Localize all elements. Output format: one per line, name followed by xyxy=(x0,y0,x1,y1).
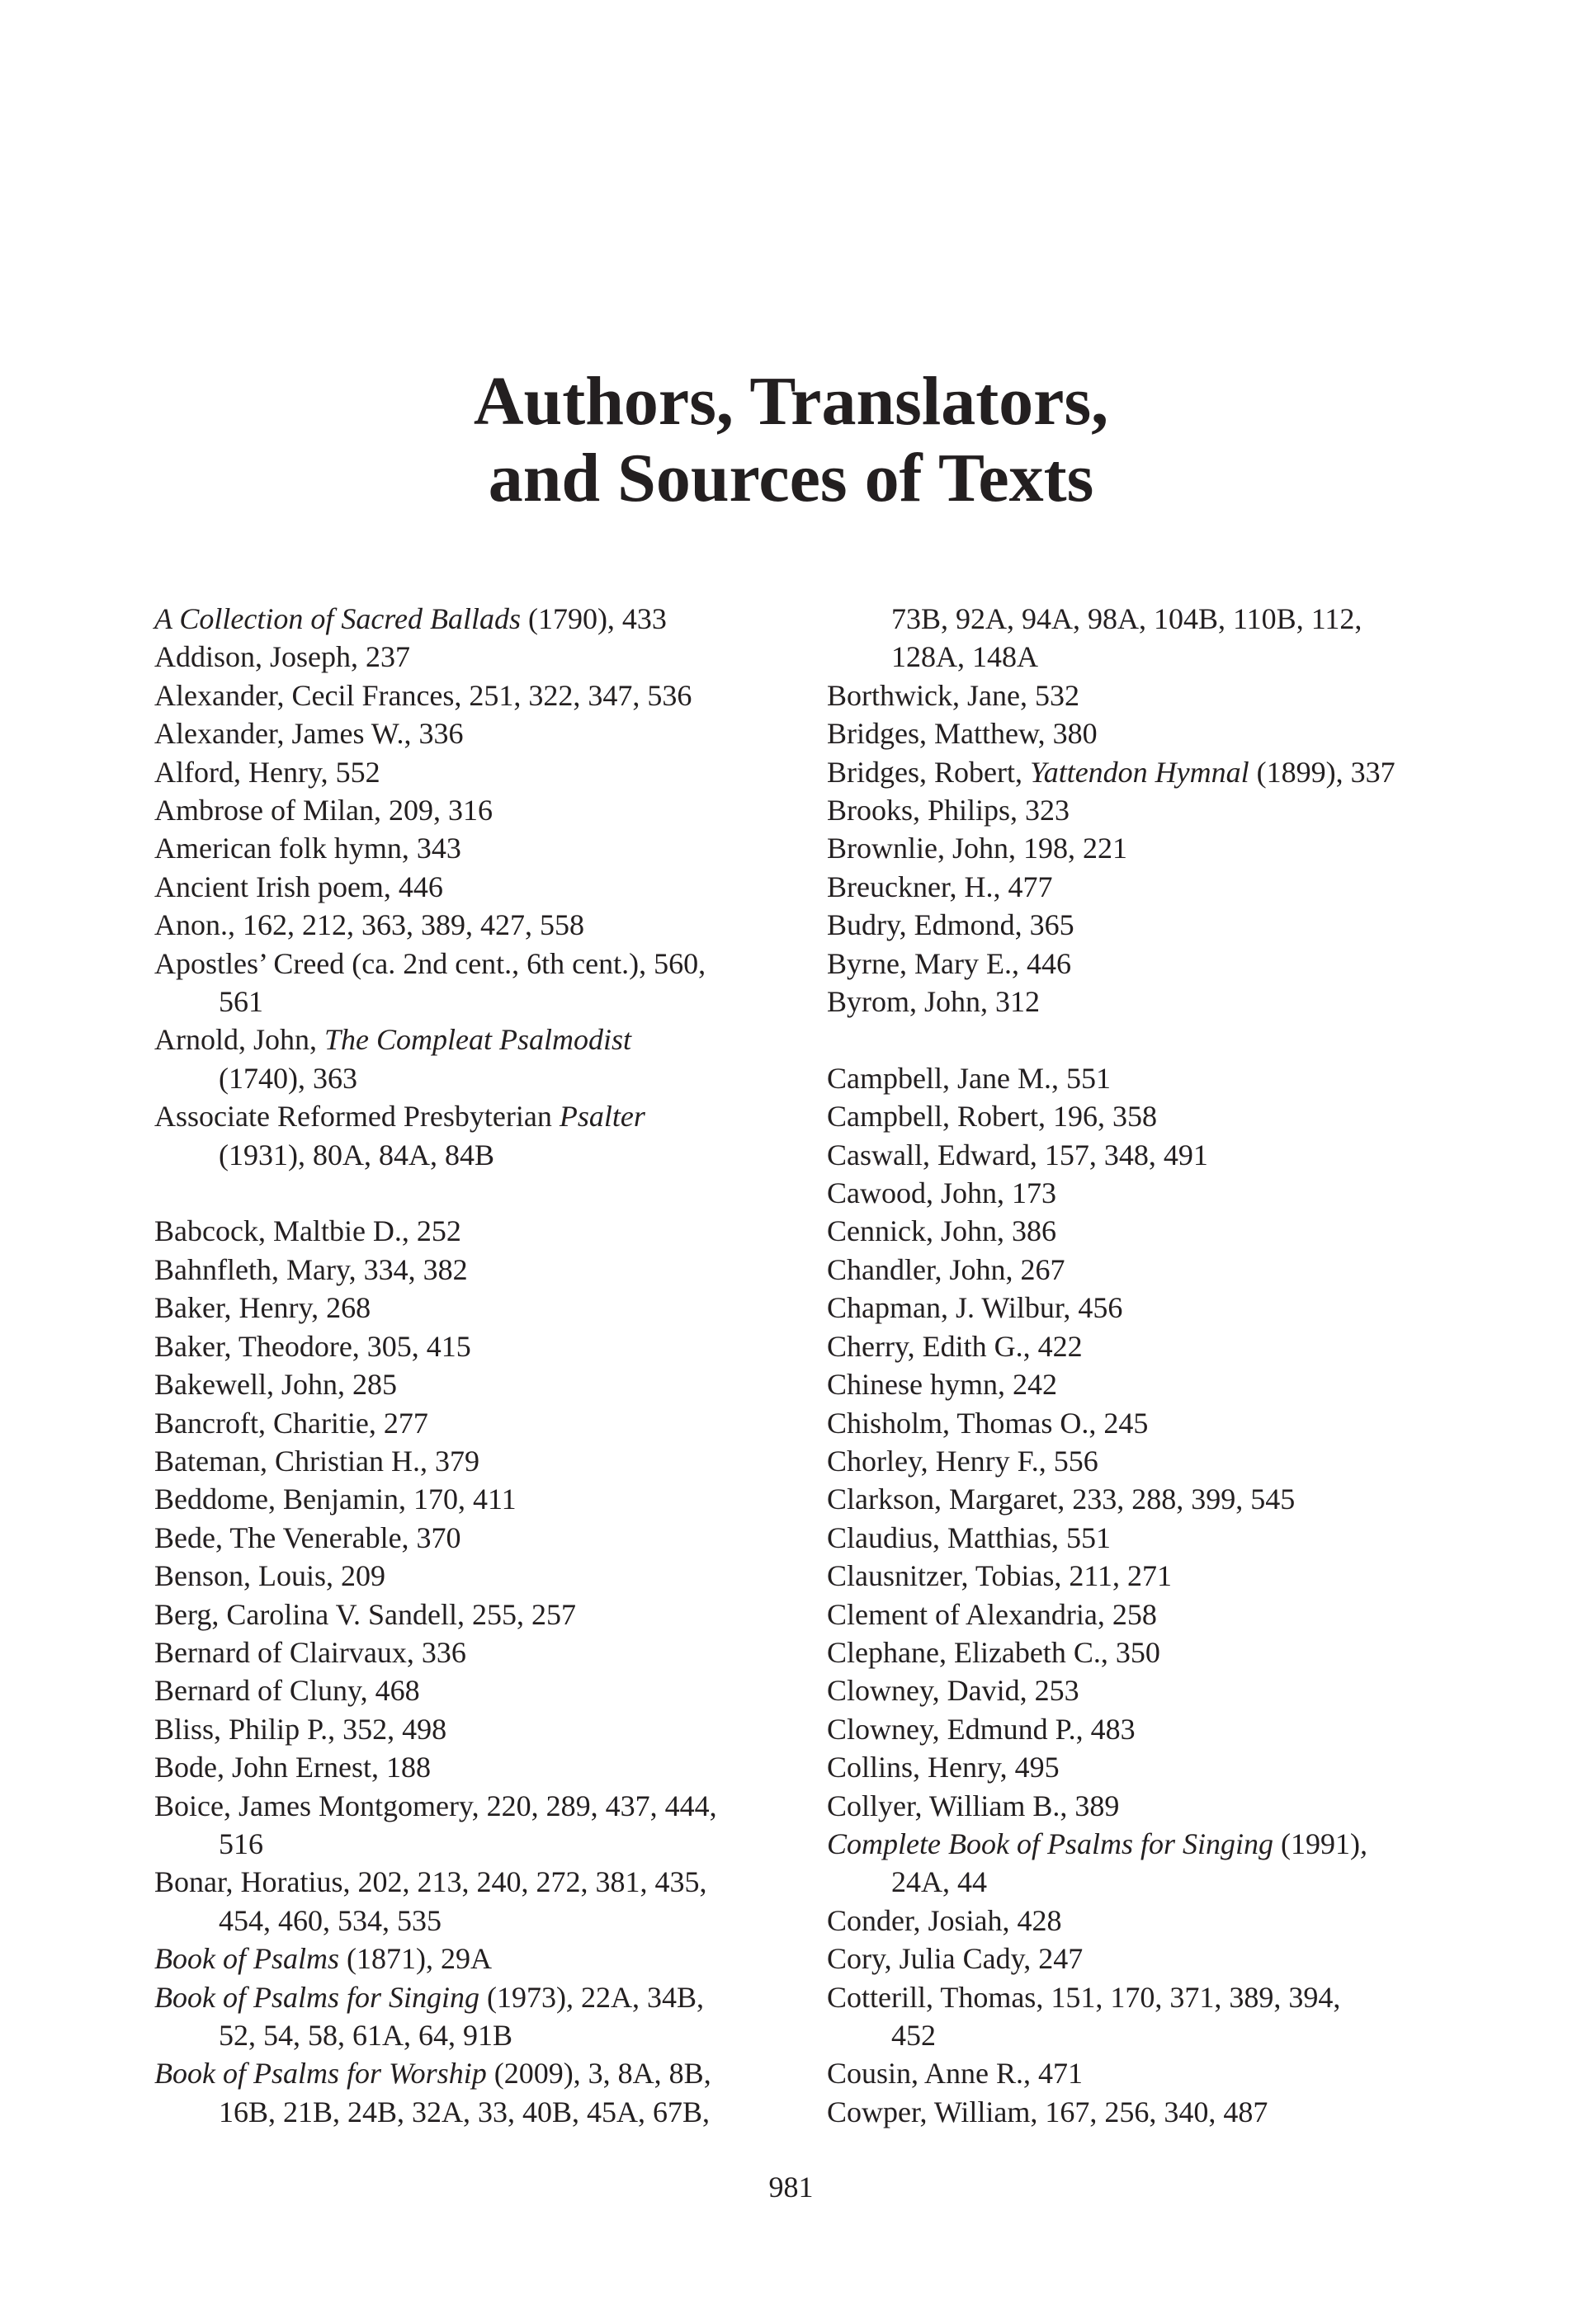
index-entry xyxy=(827,868,1454,906)
entry-text: (1991) xyxy=(1273,1827,1360,1860)
entry-text: Cennick, John, 386 xyxy=(827,1214,1056,1248)
entry-text: Cousin, Anne R., 471 xyxy=(827,2057,1084,2091)
entry-text: (1740), 363 xyxy=(219,1061,357,1095)
index-entry-continuation xyxy=(154,983,782,1021)
index-entry-continuation xyxy=(154,1902,782,1940)
index-entry-continuation xyxy=(827,2016,1454,2054)
entry-text: (1931), 80A, 84A, 84B xyxy=(219,1138,494,1171)
index-entry xyxy=(827,1978,1454,2016)
entry-text: Addison, Joseph, 237 xyxy=(154,640,411,674)
index-entry-continuation xyxy=(154,1136,782,1174)
index-entry xyxy=(154,1863,782,1901)
entry-text: (1973) xyxy=(479,1980,566,2014)
index-entry xyxy=(154,1097,782,1135)
index-entry-continuation xyxy=(154,1059,782,1097)
entry-text: Alexander, James W., 336 xyxy=(154,717,464,751)
index-entry xyxy=(827,1174,1454,1212)
index-entry xyxy=(154,1212,782,1250)
entry-text: Brooks, Philips, 323 xyxy=(827,794,1070,827)
index-entry xyxy=(827,676,1454,714)
entry-text: 454, 460, 534, 535 xyxy=(219,1903,442,1937)
index-entry xyxy=(827,906,1454,944)
entry-text: 73B, 92A, 94A, 98A, 104B, 110B, 112, xyxy=(891,602,1362,635)
entry-title-text: Book of Psalms for Singing xyxy=(154,1980,479,2014)
index-entry xyxy=(827,1825,1454,1863)
entry-text: Cory, Julia Cady, 247 xyxy=(827,1942,1084,1976)
index-entry xyxy=(154,1442,782,1480)
entry-text: Breuckner, H., 477 xyxy=(827,870,1053,903)
index-entry xyxy=(827,1940,1454,1978)
entry-text: American folk hymn, 343 xyxy=(154,832,461,865)
index-entry xyxy=(154,600,782,638)
entry-text: Bonar, Horatius, 202, 213, 240, 272, 381, 435, xyxy=(154,1865,707,1899)
index-entry xyxy=(154,945,782,983)
entry-text: Bernard of Clairvaux, 336 xyxy=(154,1635,466,1669)
entry-title-text: Book of Psalms for Worship xyxy=(154,2057,487,2091)
index-entry-continuation xyxy=(154,2016,782,2054)
index-entry xyxy=(154,1671,782,1709)
index-entry xyxy=(827,1748,1454,1786)
index-entry xyxy=(827,1289,1454,1327)
index-entry xyxy=(154,1021,782,1058)
entry-text: Conder, Josiah, 428 xyxy=(827,1903,1062,1937)
index-entry xyxy=(154,1557,782,1595)
entry-text: Campbell, Jane M., 551 xyxy=(827,1061,1111,1095)
index-entry-continuation xyxy=(154,1825,782,1863)
entry-text: Bede, The Venerable, 370 xyxy=(154,1520,461,1554)
entry-text: Cawood, John, 173 xyxy=(827,1176,1056,1210)
index-entry xyxy=(154,1327,782,1365)
index-entry xyxy=(154,906,782,944)
entry-text: Arnold, John, xyxy=(154,1023,324,1057)
index-entry xyxy=(827,1671,1454,1709)
entry-text: Campbell, Robert, 196, 358 xyxy=(827,1100,1157,1134)
entry-text: Cotterill, Thomas, 151, 170, 371, 389, 394, xyxy=(827,1980,1341,2014)
entry-text: Alexander, Cecil Frances, 251, 322, 347, 536 xyxy=(154,678,692,712)
index-entry xyxy=(827,829,1454,867)
entry-text: (1899), 337 xyxy=(1249,755,1395,789)
entry-text: 561 xyxy=(219,985,263,1019)
entry-text: Babcock, Maltbie D., 252 xyxy=(154,1214,461,1248)
entry-title-text: Complete Book of Psalms for Singing xyxy=(827,1827,1273,1860)
index-entry xyxy=(154,1710,782,1748)
entry-text: Cowper, William, 167, 256, 340, 487 xyxy=(827,2095,1268,2128)
index-entry xyxy=(827,2054,1454,2092)
index-entry xyxy=(827,1404,1454,1442)
index-entry xyxy=(154,1748,782,1786)
entry-text: Bode, John Ernest, 188 xyxy=(154,1751,431,1784)
entry-title-text: Psalter xyxy=(559,1100,645,1134)
entry-text: 24A, 44 xyxy=(891,1865,987,1899)
entry-text: Cherry, Edith G., 422 xyxy=(827,1329,1083,1363)
entry-title-text: The Compleat Psalmodist xyxy=(324,1023,632,1057)
entry-text: Bliss, Philip P., 352, 498 xyxy=(154,1712,447,1746)
index-entry xyxy=(154,1480,782,1518)
entry-text: Bateman, Christian H., 379 xyxy=(154,1444,479,1478)
index-entry xyxy=(154,1519,782,1557)
index-entry xyxy=(154,791,782,829)
entry-text: Benson, Louis, 209 xyxy=(154,1559,386,1593)
index-column-right xyxy=(827,600,1454,2131)
entry-text: Bancroft, Charitie, 277 xyxy=(154,1406,428,1440)
entry-text: Byrom, John, 312 xyxy=(827,985,1041,1019)
index-entry xyxy=(827,1212,1454,1250)
index-entry xyxy=(827,1327,1454,1365)
entry-text: Byrne, Mary E., 446 xyxy=(827,946,1071,980)
entry-text: 128A, 148A xyxy=(891,640,1038,674)
index-entry-continuation xyxy=(827,638,1454,676)
index-entry xyxy=(154,1633,782,1671)
entry-text: Bridges, Robert, xyxy=(827,755,1030,789)
index-entry xyxy=(154,714,782,752)
index-entry xyxy=(827,1480,1454,1518)
entry-text: 452 xyxy=(891,2019,936,2053)
entry-text: Bakewell, John, 285 xyxy=(154,1368,397,1402)
entry-text: Berg, Carolina V. Sandell, 255, 257 xyxy=(154,1597,576,1631)
entry-text: Clowney, David, 253 xyxy=(827,1674,1079,1708)
index-entry xyxy=(154,676,782,714)
index-entry xyxy=(827,1059,1454,1097)
index-entry xyxy=(827,1633,1454,1671)
index-entry xyxy=(827,1787,1454,1825)
entry-text: Brownlie, John, 198, 221 xyxy=(827,832,1127,865)
entry-title-text: , xyxy=(1359,1827,1367,1860)
entry-text: Clement of Alexandria, 258 xyxy=(827,1597,1157,1631)
index-entry xyxy=(154,753,782,791)
entry-text: Bahnfleth, Mary, 334, 382 xyxy=(154,1252,468,1286)
entry-text: 22A, 34B, xyxy=(573,1980,704,2014)
title-line-2: and Sources of Texts xyxy=(488,440,1094,516)
index-entry xyxy=(154,1940,782,1978)
index-entry xyxy=(827,1442,1454,1480)
index-entry xyxy=(827,1136,1454,1174)
index-entry xyxy=(827,1097,1454,1135)
entry-text: Chandler, John, 267 xyxy=(827,1252,1065,1286)
entry-text: Apostles’ Creed (ca. 2nd cent., 6th cent.), 560, xyxy=(154,946,706,980)
entry-text: Ancient Irish poem, 446 xyxy=(154,870,443,903)
entry-text: 516 xyxy=(219,1827,263,1860)
index-entry xyxy=(827,1902,1454,1940)
entry-text: Baker, Theodore, 305, 415 xyxy=(154,1329,471,1363)
entry-text: Collyer, William B., 389 xyxy=(827,1789,1120,1822)
index-entry xyxy=(827,1365,1454,1403)
entry-text: Boice, James Montgomery, 220, 289, 437, 444, xyxy=(154,1789,717,1822)
entry-text: (1790), 433 xyxy=(520,602,667,635)
index-entry xyxy=(827,753,1454,791)
index-entry xyxy=(154,638,782,676)
index-entry xyxy=(154,1978,782,2016)
entry-text: Chapman, J. Wilbur, 456 xyxy=(827,1291,1123,1325)
index-entry xyxy=(827,945,1454,983)
entry-text: Clarkson, Margaret, 233, 288, 399, 545 xyxy=(827,1483,1296,1516)
entry-text: (2009), 3, 8A, 8B, xyxy=(486,2057,711,2091)
index-entry xyxy=(154,1289,782,1327)
entry-text: 52, 54, 58, 61A, 64, 91B xyxy=(219,2019,513,2053)
index-entry-continuation xyxy=(827,1863,1454,1901)
entry-text: Budry, Edmond, 365 xyxy=(827,908,1074,942)
index-entry xyxy=(154,2054,782,2092)
entry-text: Clephane, Elizabeth C., 350 xyxy=(827,1635,1160,1669)
entry-text: Borthwick, Jane, 532 xyxy=(827,678,1079,712)
index-entry-continuation xyxy=(827,600,1454,638)
entry-text: Ambrose of Milan, 209, 316 xyxy=(154,794,493,827)
index-entry-continuation xyxy=(154,2093,782,2131)
entry-text: Bridges, Matthew, 380 xyxy=(827,717,1098,751)
entry-title-text: A Collection of Sacred Ballads xyxy=(154,602,521,635)
index-entry xyxy=(827,714,1454,752)
index-entry xyxy=(827,2093,1454,2131)
index-column-left xyxy=(154,600,782,2131)
entry-text: Clausnitzer, Tobias, 211, 271 xyxy=(827,1559,1172,1593)
entry-text: Chinese hymn, 242 xyxy=(827,1368,1057,1402)
title-line-1: Authors, Translators, xyxy=(473,363,1109,440)
index-entry xyxy=(827,1596,1454,1633)
index-entry xyxy=(827,1557,1454,1595)
index-entry xyxy=(827,1251,1454,1289)
index-entry xyxy=(154,868,782,906)
entry-text: 16B, 21B, 24B, 32A, 33, 40B, 45A, 67B, xyxy=(219,2095,711,2128)
entry-text: Collins, Henry, 495 xyxy=(827,1751,1060,1784)
index-entry xyxy=(154,1596,782,1633)
entry-text: Clowney, Edmund P., 483 xyxy=(827,1712,1136,1746)
entry-text: Claudius, Matthias, 551 xyxy=(827,1520,1111,1554)
index-entry xyxy=(827,1710,1454,1748)
index-entry xyxy=(154,1365,782,1403)
entry-text: Baker, Henry, 268 xyxy=(154,1291,371,1325)
index-entry xyxy=(154,1251,782,1289)
entry-title-text: Book of Psalms xyxy=(154,1942,339,1976)
entry-text: Beddome, Benjamin, 170, 411 xyxy=(154,1483,517,1516)
index-entry xyxy=(154,1404,782,1442)
index-entry xyxy=(154,1787,782,1825)
index-entry xyxy=(827,983,1454,1021)
entry-text: Anon., 162, 212, 363, 389, 427, 558 xyxy=(154,908,584,942)
entry-text: Caswall, Edward, 157, 348, 491 xyxy=(827,1138,1208,1171)
entry-title-text: , xyxy=(565,1980,574,2014)
page-number: 981 xyxy=(768,2171,814,2204)
entry-text: Chisholm, Thomas O., 245 xyxy=(827,1406,1149,1440)
index-entry xyxy=(827,1519,1454,1557)
entry-text: (1871), 29A xyxy=(338,1942,492,1976)
page-title xyxy=(0,363,1582,516)
entry-text: Bernard of Cluny, 468 xyxy=(154,1674,420,1708)
index-entry xyxy=(827,791,1454,829)
entry-text: Chorley, Henry F., 556 xyxy=(827,1444,1098,1478)
index-entry xyxy=(154,829,782,867)
entry-text: Associate Reformed Presbyterian xyxy=(154,1100,560,1134)
entry-text: Alford, Henry, 552 xyxy=(154,755,380,789)
entry-title-text: Yattendon Hymnal xyxy=(1029,755,1249,789)
